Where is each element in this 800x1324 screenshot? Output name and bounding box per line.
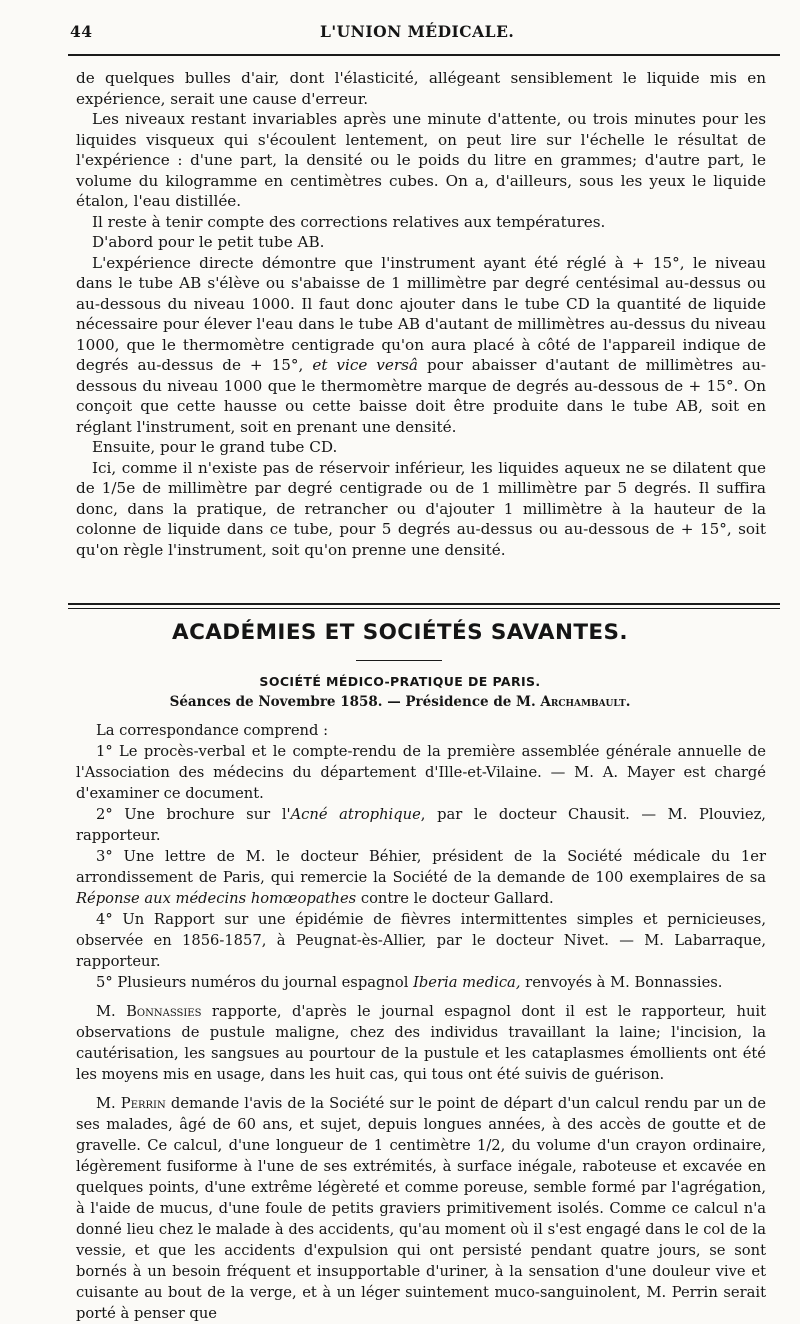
correspondence-item-4: 4° Un Rapport sur une épidémie de fièvres intermittentes simples et pernicieuses, observée en 1856-1857, à Peugnat-ès-Allier, par le docteur Nivet. — M. Labarraque, rapporteur. <box>76 911 766 970</box>
header-rule <box>68 54 780 56</box>
correspondence-item-3: 3° Une lettre de M. le docteur Béhier, président de la Société médicale du 1er arrondissement de Paris, qui remercie la Société de la demande de 100 exemplaires de sa Réponse aux médecins homœopathes contre le docteur Gallard. <box>76 848 766 907</box>
page-number: 44 <box>70 22 93 41</box>
correspondence-item-2: 2° Une brochure sur l'Acné atrophique, par le docteur Chausit. — M. Plouviez, rapporteur. <box>76 806 766 844</box>
paragraph-experience: L'expérience directe démontre que l'instrument ayant été réglé à + 15°, le niveau dans le tube AB s'élève ou s'abaisse de 1 millimètre par degré centésimal au-dessus ou au-dessous du niveau 1000. Il faut donc ajouter dans le tube CD la quantité de liquide nécessaire pour élever l'eau dans le tube AB d'autant de millimètres au-dessus du niveau 1000, que le thermomètre centigrade qu'on aura placé à côté de l'appareil indique de degrés au-dessus de + 15°, et vice versâ pour abaisser d'autant de millimètres au-dessous du niveau 1000 que le thermomètre marque de degrés au-dessous de + 15°. On conçoit que cette hausse ou cette baisse doit être produite dans le tube AB, soit en réglant l'instrument, soit en prenant une densité. <box>76 253 767 436</box>
running-header <box>70 18 780 46</box>
correspondence-item-5: 5° Plusieurs numéros du journal espagnol Iberia medica, renvoyés à M. Bonnassies. <box>96 974 723 991</box>
top-article-continuation <box>76 68 766 560</box>
perrin-question: M. Perrin demande l'avis de la Société sur le point de départ d'un calcul rendu par un de ses malades, âgé de 60 ans, et sujet, depuis longues années, à des accès de goutte et de gravelle. Ce calcul, d'une longueur de 1 centimètre 1/2, du volume d'un crayon ordinaire, légèrement fusiforme à l'une de ses extrémités, à surface inégale, raboteuse et excavée en quelques points, d'une extrême légèreté et comme poreuse, semble formé par l'agrégation, à l'aide de mucus, d'une foule de petits graviers primitivement isolés. Comme ce calcul n'a donné lieu chez le malade à des accidents, qu'au moment où il s'est engagé dans le col de la vessie, et que les accidents d'expulsion qui ont persisté pendant quatre jours, se sont bornés à un besoin fréquent et insupportable d'uriner, à la sensation d'une douleur vive et cuisante au bout de la verge, et à un léger suintement muco-sanguinolent, M. Perrin serait porté à penser que <box>76 1095 766 1322</box>
section-title: ACADÉMIES ET SOCIÉTÉS SAVANTES. <box>172 620 628 645</box>
paragraph-continuation: de quelques bulles d'air, dont l'élasticité, allégeant sensiblement le liquide mis en expérience, serait une cause d'erreur. <box>76 69 766 108</box>
section-divider-thick <box>68 603 780 605</box>
paragraph-corrections: Il reste à tenir compte des corrections relatives aux températures. <box>92 212 606 231</box>
bonnassies-report: M. Bonnassies rapporte, d'après le journal espagnol dont il est le rapporteur, huit observations de pustule maligne, chez des individus travaillant la laine; l'incision, la cautérisation, les sangsues au pourtour de la pustule et les cataplasmes émollients ont été les moyens mis en usage, dans les huit cas, qui tous ont été suivis de guérison. <box>76 1003 767 1083</box>
running-title: L'UNION MÉDICALE. <box>320 22 515 41</box>
society-title: SOCIÉTÉ MÉDICO-PRATIQUE DE PARIS. <box>259 674 541 689</box>
paragraph-large-tube: Ensuite, pour le grand tube CD. <box>92 438 338 456</box>
paragraph-small-tube: D'abord pour le petit tube AB. <box>92 233 325 251</box>
session-line: Séances de Novembre 1858. — Présidence de M. Archambault. <box>169 694 631 710</box>
paragraph-dilatation: Ici, comme il n'existe pas de réservoir inférieur, les liquides aqueux ne se dilatent que de 1/5e de millimètre par degré centigrade ou de 1 millimètre par 5 degrés. Il suffira donc, dans la pratique, de retrancher ou d'ajouter 1 millimètre à la hauteur de la colonne de liquide dans ce tube, pour 5 degrés au-dessus ou au-dessous de + 15°, soit qu'on règle l'instrument, soit qu'on prenne une densité. <box>76 458 766 559</box>
section-divider-thin <box>68 608 780 609</box>
correspondence-intro: La correspondance comprend : <box>96 722 329 739</box>
title-underline <box>356 660 442 661</box>
correspondence-item-1: 1° Le procès-verbal et le compte-rendu de la première assemblée générale annuelle de l'Association des médecins du département d'Ille-et-Vilaine. — M. A. Mayer est chargé d'examiner ce document. <box>76 743 766 802</box>
paragraph-levels: Les niveaux restant invariables après une minute d'attente, ou trois minutes pour les liquides visqueux qui s'écoulent lentement, on peut lire sur l'échelle le résultat de l'expérience : d'une part, la densité ou le poids du litre en grammes; d'autre part, le volume du kilogramme en centimètres cubes. On a, d'ailleurs, sous les yeux le liquide étalon, l'eau distillée. <box>76 110 766 210</box>
society-proceedings <box>76 720 766 1324</box>
